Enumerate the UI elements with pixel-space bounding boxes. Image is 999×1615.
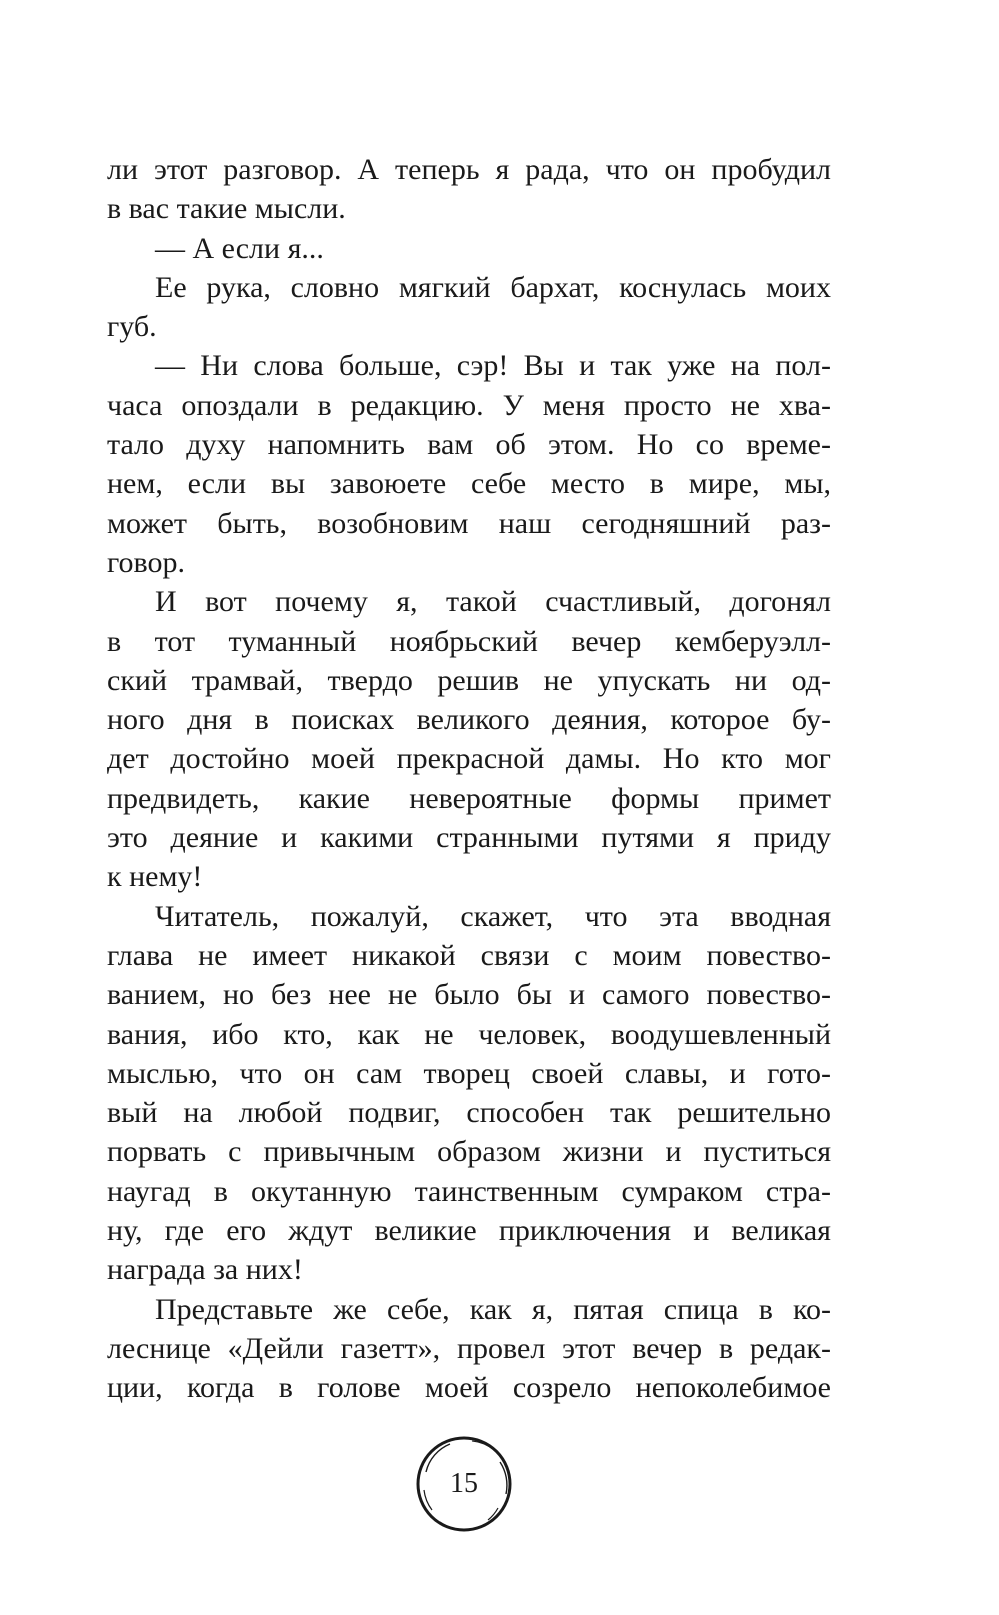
text-line: ции, когда в голове моей созрело непоколебимое <box>107 1371 831 1405</box>
text-line: порвать с привычным образом жизни и пуститься <box>107 1135 831 1169</box>
text-line: вый на любой подвиг, способен так решительно <box>107 1096 831 1130</box>
text-line: мыслью, что он сам творец своей славы, и гото- <box>107 1056 831 1090</box>
text-line: Представьте же себе, как я, пятая спица в ко- <box>155 1292 831 1326</box>
text-line: глава не имеет никакой связи с моим повество- <box>107 938 831 972</box>
text-line: к нему! <box>107 860 203 894</box>
text-line: вания, ибо кто, как не человек, воодушевленный <box>107 1017 831 1051</box>
text-line: — А если я... <box>155 231 324 265</box>
text-line: ли этот разговор. А теперь я рада, что он пробудил <box>107 153 831 186</box>
text-line: ного дня в поисках великого деяния, которое бу- <box>107 703 831 737</box>
text-line: награда за них! <box>107 1253 303 1287</box>
text-line: ну, где его ждут великие приключения и великая <box>107 1214 831 1248</box>
text-line: в тот туманный ноябрьский вечер кемберуэлл- <box>107 624 831 658</box>
text-line: ванием, но без нее не было бы и самого повество- <box>107 978 831 1012</box>
text-line: дет достойно моей прекрасной дамы. Но кто мог <box>107 742 831 776</box>
body-text <box>107 150 831 1408</box>
text-line: это деяние и какими странными путями я приду <box>107 821 831 855</box>
text-line: Читатель, пожалуй, скажет, что эта вводная <box>155 899 831 933</box>
text-line: может быть, возобновим наш сегодняшний раз- <box>107 506 831 540</box>
text-line: тало духу напомнить вам об этом. Но со време- <box>107 428 831 462</box>
text-line: часа опоздали в редакцию. У меня просто не хва- <box>107 388 831 422</box>
page-number-badge <box>412 1432 516 1536</box>
text-line: ский трамвай, твердо решив не упускать ни од- <box>107 663 831 697</box>
text-line: предвидеть, какие невероятные формы примет <box>107 781 831 815</box>
text-line: губ. <box>107 310 157 344</box>
page-number: 15 <box>450 1468 478 1499</box>
text-line: Ее рука, словно мягкий бархат, коснулась моих <box>155 270 831 304</box>
text-line: леснице «Дейли газетт», провел этот вечер в редак- <box>107 1331 831 1365</box>
text-line: в вас такие мысли. <box>107 192 346 226</box>
text-line: нем, если вы завоюете себе место в мире, мы, <box>107 467 831 501</box>
text-line: И вот почему я, такой счастливый, догонял <box>155 585 831 619</box>
text-line: — Ни слова больше, сэр! Вы и так уже на пол- <box>155 349 831 383</box>
text-line: говор. <box>107 545 186 579</box>
text-line: наугад в окутанную таинственным сумраком стра- <box>107 1174 831 1208</box>
